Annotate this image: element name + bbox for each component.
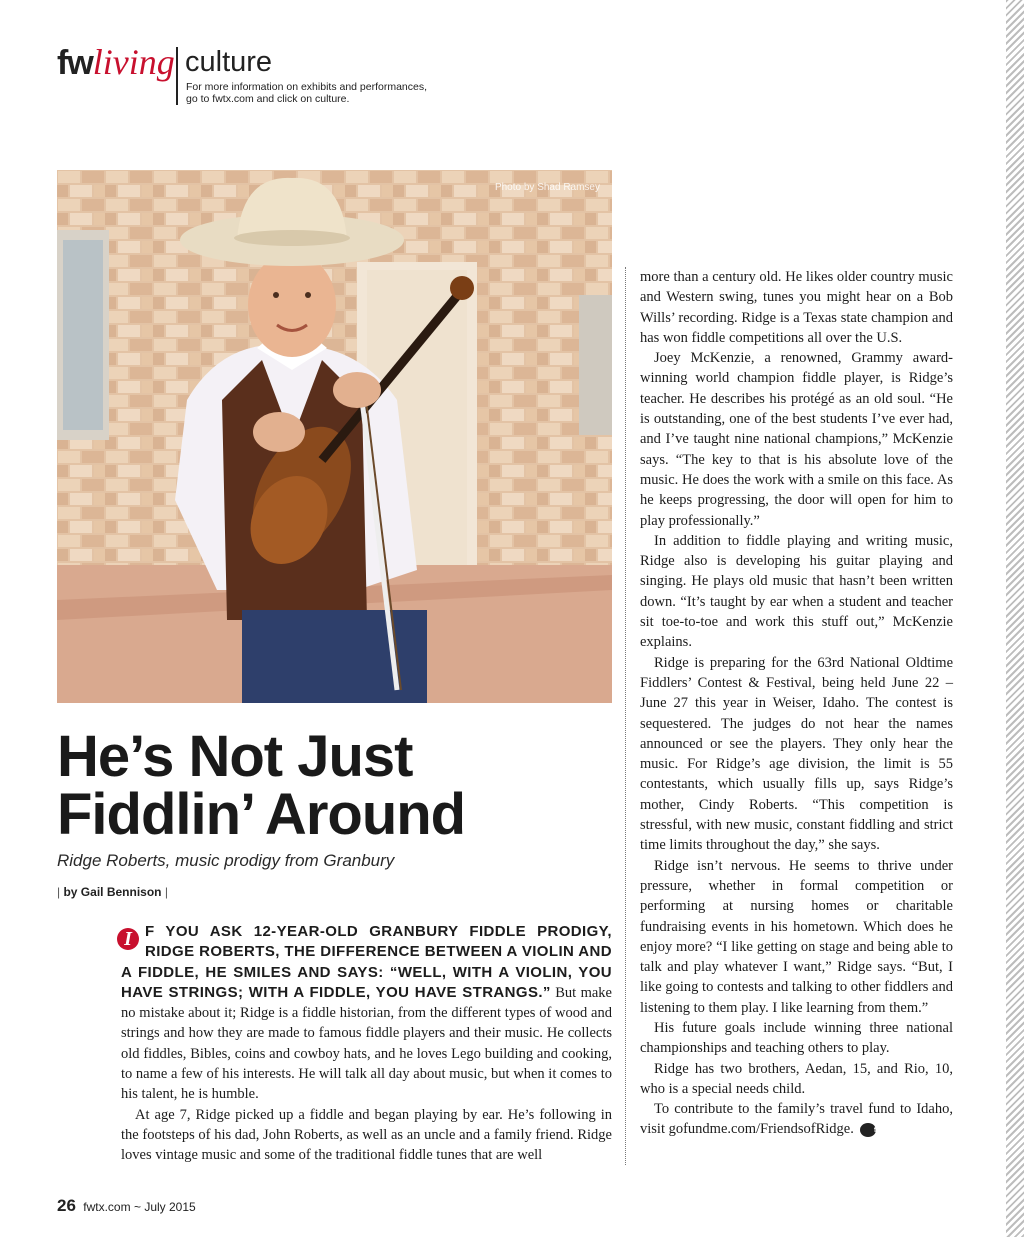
photo-credit: Photo by Shad Ramsey [494, 182, 600, 193]
column-rule [625, 267, 626, 1165]
byline [57, 885, 168, 899]
paragraph [640, 1099, 953, 1140]
footer-site: fwtx.com [83, 1200, 131, 1214]
article-column-left [121, 922, 612, 1166]
drop-cap: I [117, 928, 139, 950]
article-column-right [640, 267, 953, 1140]
header-divider [176, 47, 178, 105]
magazine-logo [57, 44, 175, 81]
article-deck: Ridge Roberts, music prodigy from Granbury [57, 851, 395, 870]
headline-line: He’s Not Just [57, 724, 413, 789]
paragraph: Ridge is preparing for the 63rd National Oldtime Fiddlers’ Contest & Festival, being held June 22 – June 27 this year in Weiser, Idaho. The contest is sequestered. The judges do not hear the names announced or see the players. They only hear the music. For Ridge’s age division, the limit is 55 contestants, which usually fills up, says Ridge’s mother, Cindy Roberts. “This competition is stressful, with new music, constant fiddling and strict time limits throughout the day,” she says. [640, 654, 953, 854]
paragraph: Ridge isn’t nervous. He seems to thrive under pressure, whether in formal competition or performing at nursing homes or charitable fundraising events in his hometown. Which does he enjoy more? “I like getting on stage and being able to talk and play whatever I want,” Ridge says. “But, I like going to contests and talking to other fiddlers and listening to them play. I like learning from them.” [640, 857, 953, 1016]
logo-living: living [92, 42, 175, 82]
headline-line: Fiddlin’ Around [57, 782, 466, 847]
paragraph: At age 7, Ridge picked up a fiddle and began playing by ear. He’s following in the footsteps of his dad, John Roberts, as well as an uncle and a family friend. Ridge loves vintage music and some of the traditional fiddle tunes that are well [121, 1106, 612, 1164]
byline-author: by Gail Bennison [63, 885, 162, 899]
fiddler-photo-illustration [57, 170, 612, 703]
paragraph: In addition to fiddle playing and writing music, Ridge also is developing his guitar playing and singing. He plays old music that hasn’t been written down. “It’s taught by ear when a student and teacher sit toe-to-toe and work this stuff out,” McKenzie explains. [640, 532, 953, 651]
paragraph: His future goals include winning three national championships and teaching others to play. [640, 1019, 953, 1057]
article-photo [57, 170, 612, 703]
section-note-line: go to fwtx.com and click on culture. [186, 93, 350, 105]
section-note [186, 81, 446, 105]
page-number: 26 [57, 1196, 76, 1215]
section-note-line: For more information on exhibits and performances, [186, 81, 428, 93]
paragraph: Ridge has two brothers, Aedan, 15, and Rio, 10, who is a special needs child. [640, 1060, 953, 1097]
section-title: culture [185, 46, 273, 78]
paragraph: more than a century old. He likes older country music and Western swing, tunes you might hear on a Bob Wills’ recording. Ridge is a Texas state champion and has won fiddle competitions all over the U.S. [640, 269, 953, 346]
fw-end-mark-icon: fw [860, 1123, 876, 1137]
byline-bar: | [164, 885, 168, 899]
footer-separator: ~ [133, 1200, 141, 1214]
footer-issue: July 2015 [144, 1200, 196, 1214]
article-headline [57, 724, 466, 847]
paragraph: Joey McKenzie, a renowned, Grammy award-winning world champion fiddle player, is Ridge’s teacher. He describes his protégé as an old soul. “He is outstanding, one of the best students I’ve ever had, and I’ve taught nine national champions,” McKenzie says. “The key to that is his absolute love of the music. He does the work with a smile on this face. As he keeps progressing, the door will open for him to play professionally.” [640, 350, 953, 529]
page-edge-pattern [1006, 0, 1024, 1237]
paragraph-text: To contribute to the family’s travel fund to Idaho, visit gofundme.com/FriendsofRidge. [640, 1101, 953, 1138]
paragraph-text: But make no mistake about it; Ridge is a fiddle historian, from the different types of wood and strings and how they are made to famous fiddle players and their music. He collects old fiddles, Bibles, coins and cowboy hats, and he loves Lego building and cooking, to name a few of his interests. He will talk all day about music, but when it comes to his talent, he is humble. [121, 984, 612, 1103]
lead-in: F YOU ASK 12-YEAR-OLD GRANBURY FIDDLE PRODIGY, RIDGE ROBERTS, THE DIFFERENCE BETWEEN A VIOLIN AND A FIDDLE, HE SMILES AND SAYS: “WELL, WITH A VIOLIN, YOU HAVE STRINGS; WITH A FIDDLE, YOU HAVE STRANGS.” [121, 923, 612, 1001]
page-footer [57, 1196, 196, 1216]
paragraph [121, 922, 612, 1105]
byline-bar: | [57, 885, 61, 899]
logo-fw: fw [57, 44, 93, 82]
